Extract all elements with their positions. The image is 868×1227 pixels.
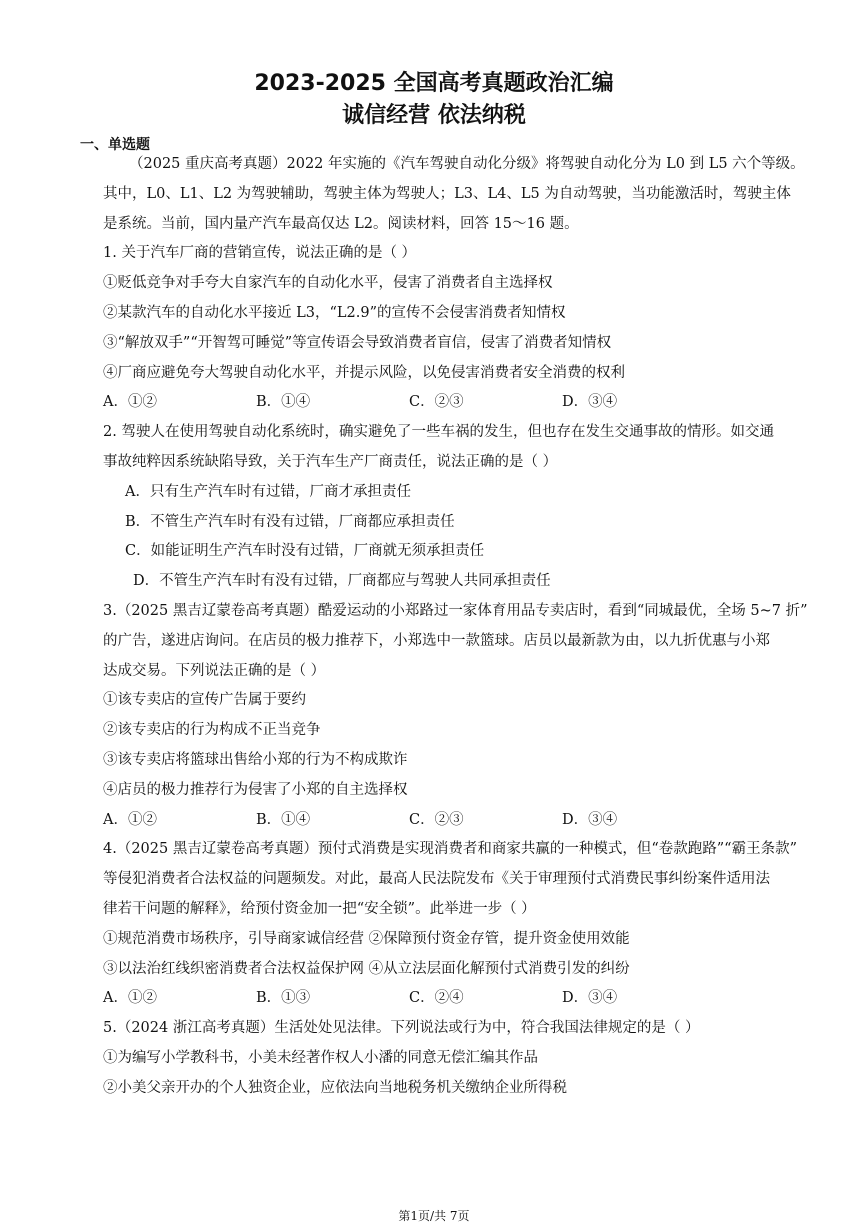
answer-choice: B．①④ <box>256 394 311 411</box>
text-line: 达成交易。下列说法正确的是（ ） <box>103 662 326 679</box>
text-line: ②该专卖店的行为构成不正当竞争 <box>103 722 321 739</box>
text-line: ①规范消费市场秩序，引导商家诚信经营 ②保障预付资金存管，提升资金使用效能 <box>103 930 630 947</box>
answer-choice: D．③④ <box>562 394 618 411</box>
text-line: A．只有生产汽车时有过错，厂商才承担责任 <box>125 483 411 500</box>
answer-choice: A．①② <box>103 811 157 828</box>
answer-choice: C．②④ <box>409 990 464 1007</box>
document-title: 2023-2025 全国高考真题政治汇编 <box>254 71 614 96</box>
answer-choices-row <box>103 984 797 1014</box>
text-line: （2025 重庆高考真题）2022 年实施的《汽车驾驶自动化分级》将驾驶自动化分为 L0 到 L5 六个等级。 <box>129 156 805 172</box>
text-line: 的广告，遂进店询问。在店员的极力推荐下，小郑选中一款篮球。店员以最新款为由，以九折优惠与小郑 <box>103 632 770 649</box>
text-line: 是系统。当前，国内量产汽车最高仅达 L2。阅读材料，回答 15～16 题。 <box>103 215 579 232</box>
text-line: ④厂商应避免夸大驾驶自动化水平，并提示风险，以免侵害消费者安全消费的权利 <box>103 364 625 381</box>
answer-choice: D．③④ <box>562 990 618 1007</box>
answer-choice: D．③④ <box>562 811 618 828</box>
page-footer: 第1页/共 7页 <box>398 1209 470 1223</box>
document-subtitle: 诚信经营 依法纳税 <box>342 103 526 128</box>
answer-choice: A．①② <box>103 990 157 1007</box>
section-heading: 一、单选题 <box>80 137 150 153</box>
text-line: 其中，L0、L1、L2 为驾驶辅助，驾驶主体为驾驶人；L3、L4、L5 为自动驾驶，当功能激活时，驾驶主体 <box>103 185 791 202</box>
text-line: 2. 驾驶人在使用驾驶自动化系统时，确实避免了一些车祸的发生，但也存在发生交通事故的情形。如交通 <box>103 424 774 441</box>
document-body <box>103 150 808 1104</box>
text-line: 1. 关于汽车厂商的营销宣传，说法正确的是（ ） <box>103 245 417 262</box>
answer-choice: A．①② <box>103 394 157 411</box>
text-line: B．不管生产汽车时有没有过错，厂商都应承担责任 <box>125 513 455 530</box>
text-line: ①该专卖店的宣传广告属于要约 <box>103 692 306 709</box>
text-line: ③该专卖店将篮球出售给小郑的行为不构成欺诈 <box>103 751 408 768</box>
text-line: 事故纯粹因系统缺陷导致，关于汽车生产厂商责任，说法正确的是（ ） <box>103 453 558 470</box>
text-line: C．如能证明生产汽车时没有过错，厂商就无须承担责任 <box>125 543 485 560</box>
text-line: 3.（2025 黑吉辽蒙卷高考真题）酷爱运动的小郑路过一家体育用品专卖店时，看到“同城最优，全场 5~7 折” <box>103 602 808 619</box>
text-line: ④店员的极力推荐行为侵害了小郑的自主选择权 <box>103 781 408 798</box>
text-line: ③以法治红线织密消费者合法权益保护网 ④从立法层面化解预付式消费引发的纠纷 <box>103 960 630 977</box>
answer-choices-row <box>103 806 797 836</box>
answer-choice: C．②③ <box>409 811 464 828</box>
answer-choice: B．①④ <box>256 811 311 828</box>
answer-choice: B．①③ <box>256 990 311 1007</box>
text-line: ①为编写小学教科书，小美未经著作权人小潘的同意无偿汇编其作品 <box>103 1049 538 1066</box>
text-line: ①贬低竞争对手夸大自家汽车的自动化水平，侵害了消费者自主选择权 <box>103 275 553 292</box>
text-line: ②某款汽车的自动化水平接近 L3，“L2.9”的宣传不会侵害消费者知情权 <box>103 304 566 321</box>
text-line: 5.（2024 浙江高考真题）生活处处见法律。下列说法或行为中，符合我国法律规定的是（ ） <box>103 1020 700 1037</box>
text-line: D．不管生产汽车时有没有过错，厂商都应与驾驶人共同承担责任 <box>133 573 551 590</box>
answer-choice: C．②③ <box>409 394 464 411</box>
text-line: 等侵犯消费者合法权益的问题频发。对此，最高人民法院发布《关于审理预付式消费民事纠纷案件适用法 <box>103 871 770 888</box>
text-line: ③“解放双手”“开智驾可睡觉”等宣传语会导致消费者盲信，侵害了消费者知情权 <box>103 334 612 351</box>
text-line: ②小美父亲开办的个人独资企业，应依法向当地税务机关缴纳企业所得税 <box>103 1079 567 1096</box>
answer-choices-row <box>103 388 797 418</box>
text-line: 律若干问题的解释》，给预付资金加一把“安全锁”。此举进一步（ ） <box>103 900 536 917</box>
text-line: 4.（2025 黑吉辽蒙卷高考真题）预付式消费是实现消费者和商家共赢的一种模式，但“卷款跑路”“霸王条款” <box>103 841 797 858</box>
